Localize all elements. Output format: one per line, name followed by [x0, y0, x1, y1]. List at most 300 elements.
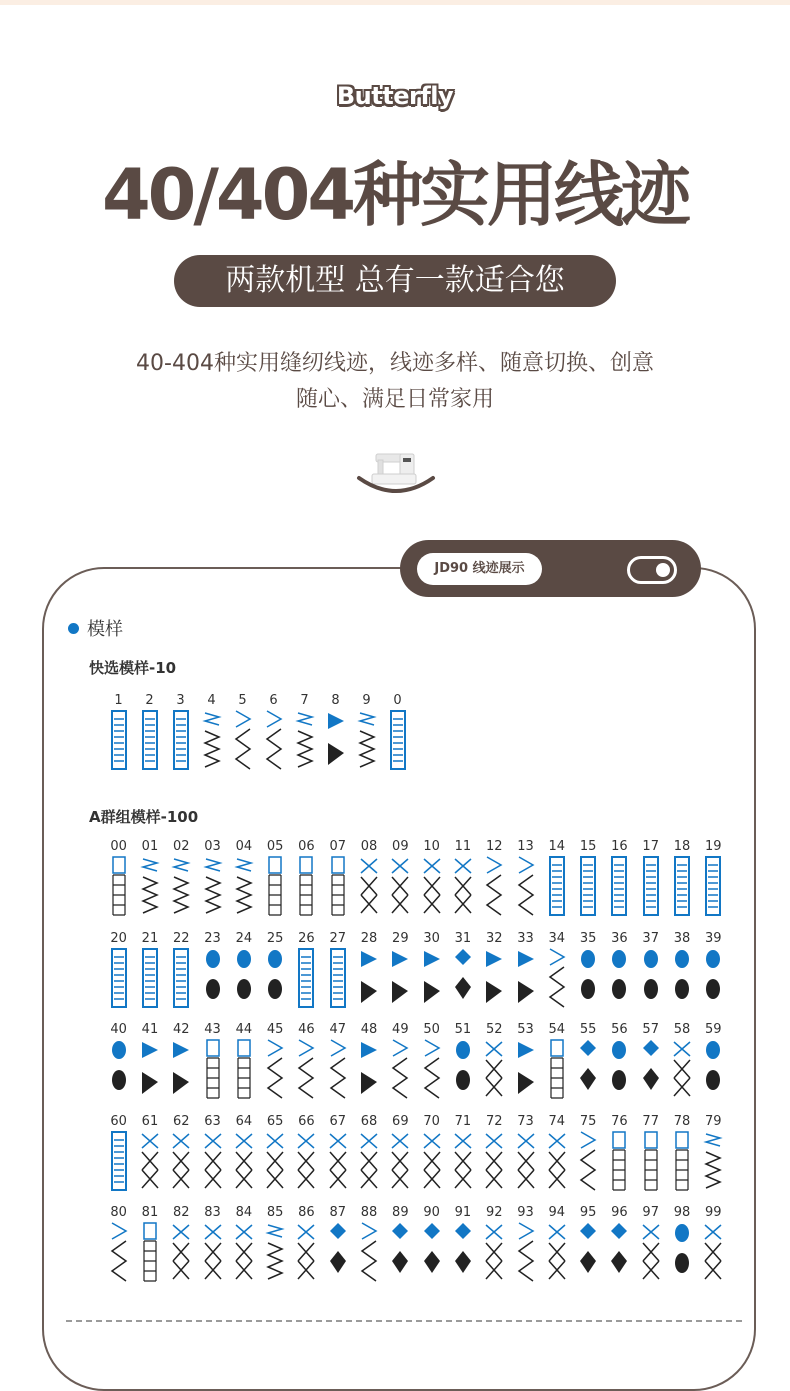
stitch-number: 19: [705, 839, 722, 854]
stitch-pattern-icon: [137, 1221, 163, 1283]
stitch-pattern-icon: [606, 1130, 632, 1192]
stitch-number: 75: [579, 1113, 597, 1129]
stitch-number: 49: [392, 1022, 409, 1037]
stitch-number: 93: [517, 1205, 534, 1220]
stitch-item[interactable]: [291, 838, 322, 917]
stitch-item[interactable]: [166, 930, 197, 1009]
stitch-item[interactable]: [479, 838, 510, 917]
stitch-number: 76: [611, 1113, 628, 1129]
stitch-number: 29: [392, 930, 409, 946]
stitch-number: 61: [141, 1113, 159, 1129]
stitch-pattern-icon: [513, 1130, 539, 1192]
stitch-pattern-icon: [606, 855, 632, 917]
stitch-item[interactable]: [510, 838, 541, 917]
stitch-pattern-icon: [137, 1038, 163, 1100]
stitch-row: [103, 1021, 729, 1100]
stitch-number: 89: [392, 1205, 409, 1220]
stitch-item[interactable]: [197, 1113, 228, 1192]
stitch-pattern-icon: [481, 855, 507, 917]
stitch-item[interactable]: [666, 1204, 697, 1283]
stitch-number: 20: [110, 930, 127, 946]
stitch-item[interactable]: [353, 1113, 384, 1192]
stitch-pattern-icon: [544, 947, 570, 1009]
stitch-item[interactable]: [166, 1113, 197, 1192]
stitch-pattern-icon: [669, 855, 695, 917]
stitch-pattern-icon: [293, 1130, 319, 1192]
stitch-item[interactable]: [604, 838, 635, 917]
stitch-item[interactable]: [635, 930, 666, 1009]
stitch-number: 53: [517, 1022, 534, 1037]
stitch-pattern-icon: [106, 709, 132, 771]
stitch-pattern-icon: [200, 1038, 226, 1100]
stitch-item[interactable]: [103, 838, 134, 917]
stitch-pattern-icon: [106, 1221, 132, 1283]
stitch-number: 04: [235, 839, 253, 854]
stitch-item[interactable]: [197, 930, 228, 1009]
smile-arc-decoration: [356, 456, 436, 496]
stitch-item[interactable]: [291, 1021, 322, 1100]
stitch-item[interactable]: [166, 838, 197, 917]
stitch-item[interactable]: [479, 1204, 510, 1283]
stitch-item[interactable]: [447, 930, 478, 1009]
stitch-number: 26: [298, 930, 315, 946]
stitch-number: 32: [485, 930, 503, 946]
stitch-pattern-icon: [481, 1130, 507, 1192]
stitch-item[interactable]: [416, 1204, 447, 1283]
stitch-pattern-icon: [231, 855, 257, 917]
stitch-number: 50: [423, 1022, 440, 1037]
stitch-item[interactable]: [228, 1113, 259, 1192]
stitch-number: 36: [611, 930, 628, 946]
section-title: 模样: [68, 615, 123, 641]
stitch-pattern-icon: [385, 709, 411, 771]
stitch-item[interactable]: [134, 1113, 165, 1192]
stitch-pattern-icon: [356, 855, 382, 917]
stitch-pattern-icon: [638, 1130, 664, 1192]
stitch-pattern-icon: [230, 709, 256, 771]
stitch-item[interactable]: [572, 930, 603, 1009]
stitch-item[interactable]: [259, 930, 290, 1009]
stitch-item[interactable]: [447, 1021, 478, 1100]
stitch-pattern-icon: [106, 855, 132, 917]
stitch-item[interactable]: [228, 1021, 259, 1100]
stitch-item[interactable]: [103, 930, 134, 1009]
stitch-item[interactable]: [541, 1204, 572, 1283]
stitch-number: 69: [392, 1113, 409, 1129]
stitch-number: 90: [423, 1205, 440, 1220]
description: [0, 346, 790, 418]
stitch-item[interactable]: [479, 930, 510, 1009]
stitch-number: 22: [172, 930, 190, 946]
stitch-number: 67: [329, 1113, 346, 1129]
stitch-item[interactable]: [666, 838, 697, 917]
stitch-pattern-icon: [419, 855, 445, 917]
stitch-item[interactable]: [604, 1021, 635, 1100]
stitch-item[interactable]: [197, 838, 228, 917]
stitch-pattern-icon: [638, 855, 664, 917]
quick-stitch-item[interactable]: [351, 692, 382, 771]
stitch-pattern-icon: [700, 947, 726, 1009]
stitch-number: 73: [517, 1113, 534, 1129]
stitch-item[interactable]: [447, 1204, 478, 1283]
stitch-item[interactable]: [291, 1204, 322, 1283]
stitch-pattern-icon: [606, 947, 632, 1009]
stitch-item[interactable]: [416, 1021, 447, 1100]
stitch-pattern-icon: [168, 709, 194, 771]
stitch-item[interactable]: [510, 1204, 541, 1283]
stitch-row: [103, 1113, 729, 1192]
stitch-pattern-icon: [606, 1038, 632, 1100]
stitch-pattern-icon: [231, 1038, 257, 1100]
quick-stitch-item[interactable]: [227, 692, 258, 771]
stitch-item[interactable]: [353, 838, 384, 917]
stitch-number: 21: [141, 930, 159, 946]
stitch-number: 31: [454, 930, 472, 946]
toggle-knob: [656, 563, 670, 577]
stitch-pattern-icon: [606, 1221, 632, 1283]
stitch-pattern-icon: [638, 947, 664, 1009]
stitch-pattern-icon: [293, 947, 319, 1009]
stitch-item[interactable]: [479, 1113, 510, 1192]
stitch-pattern-icon: [200, 947, 226, 1009]
stitch-pattern-icon: [323, 709, 349, 771]
stitch-item[interactable]: [698, 1113, 729, 1192]
stitch-pattern-icon: [262, 855, 288, 917]
stitch-pattern-icon: [387, 1221, 413, 1283]
stitch-item[interactable]: [322, 1113, 353, 1192]
stitch-number: 14: [548, 839, 566, 854]
stitch-item[interactable]: [385, 838, 416, 917]
stitch-number: 64: [235, 1113, 253, 1129]
stitch-item[interactable]: [698, 838, 729, 917]
stitch-pattern-icon: [325, 1221, 351, 1283]
stitch-item[interactable]: [479, 1021, 510, 1100]
stitch-number: 83: [204, 1205, 221, 1220]
stitch-pattern-icon: [354, 709, 380, 771]
stitch-number: 98: [673, 1205, 691, 1220]
stitch-number: 16: [611, 839, 628, 854]
quick-stitch-item[interactable]: [103, 692, 134, 771]
stitch-item[interactable]: [604, 1204, 635, 1283]
stitch-pattern-icon: [481, 1038, 507, 1100]
stitch-number: 18: [673, 839, 691, 854]
stitch-pattern-icon: [513, 1038, 539, 1100]
stitch-item[interactable]: [322, 838, 353, 917]
stitch-item[interactable]: [385, 1113, 416, 1192]
stitch-pattern-icon: [700, 1130, 726, 1192]
stitch-pattern-icon: [669, 1130, 695, 1192]
stitch-number: 27: [329, 930, 346, 946]
page-title: 40/404种实用线迹: [101, 154, 689, 236]
stitch-number: 17: [642, 839, 659, 854]
stitch-number: 51: [454, 1022, 472, 1037]
stitch-pattern-icon: [168, 947, 194, 1009]
description-line-2: 随心、满足日常家用: [295, 387, 494, 412]
quick-select-title: 快选模样-10: [89, 659, 177, 677]
quick-stitch-item[interactable]: [320, 692, 351, 771]
stitch-number: 7: [300, 693, 309, 708]
stitch-item[interactable]: [666, 1113, 697, 1192]
stitch-number: 07: [329, 839, 346, 854]
stitch-number: 4: [207, 693, 216, 708]
stitch-item[interactable]: [353, 930, 384, 1009]
stitch-number: 59: [705, 1022, 722, 1037]
stitch-item[interactable]: [259, 1113, 290, 1192]
stitch-item[interactable]: [510, 1113, 541, 1192]
stitch-number: 97: [642, 1205, 659, 1220]
stitch-pattern-icon: [325, 947, 351, 1009]
stitch-pattern-icon: [137, 1130, 163, 1192]
stitch-item[interactable]: [541, 1021, 572, 1100]
stitch-row: [103, 838, 729, 917]
stitch-number: 15: [579, 839, 597, 854]
stitch-item[interactable]: [134, 1204, 165, 1283]
stitch-item[interactable]: [134, 838, 165, 917]
stitch-number: 77: [642, 1113, 659, 1129]
stitch-number: 66: [298, 1113, 315, 1129]
stitch-number: 10: [423, 839, 440, 854]
stitch-item[interactable]: [572, 838, 603, 917]
stitch-pattern-icon: [575, 855, 601, 917]
stitch-item[interactable]: [197, 1021, 228, 1100]
stitch-item[interactable]: [698, 1204, 729, 1283]
stitch-item[interactable]: [353, 1021, 384, 1100]
stitch-item[interactable]: [635, 1021, 666, 1100]
stitch-number: 03: [204, 839, 221, 854]
stitch-item[interactable]: [322, 1021, 353, 1100]
stitch-item[interactable]: [166, 1021, 197, 1100]
stitch-pattern-icon: [137, 855, 163, 917]
stitch-pattern-icon: [450, 1130, 476, 1192]
stitch-number: 87: [329, 1205, 346, 1220]
stitch-pattern-icon: [293, 1038, 319, 1100]
stitch-item[interactable]: [103, 1113, 134, 1192]
stitch-item[interactable]: [385, 1204, 416, 1283]
stitch-item[interactable]: [103, 1021, 134, 1100]
stitch-pattern-icon: [292, 709, 318, 771]
quick-stitch-item[interactable]: [382, 692, 413, 771]
stitch-number: 24: [235, 930, 253, 946]
stitch-pattern-icon: [387, 855, 413, 917]
stitch-item[interactable]: [322, 930, 353, 1009]
stitch-item[interactable]: [604, 930, 635, 1009]
stitch-number: 52: [485, 1022, 503, 1037]
stitch-pattern-icon: [137, 947, 163, 1009]
stitch-item[interactable]: [259, 838, 290, 917]
stitch-number: 45: [266, 1022, 284, 1037]
stitch-item[interactable]: [541, 838, 572, 917]
stitch-pattern-icon: [419, 1130, 445, 1192]
stitch-number: 34: [548, 930, 566, 946]
stitch-item[interactable]: [572, 1204, 603, 1283]
stitch-pattern-icon: [481, 1221, 507, 1283]
stitch-pattern-icon: [387, 1038, 413, 1100]
stitch-pattern-icon: [481, 947, 507, 1009]
stitch-item[interactable]: [322, 1204, 353, 1283]
stitch-item[interactable]: [447, 1113, 478, 1192]
stitch-number: 60: [110, 1113, 127, 1129]
stitch-pattern-icon: [700, 1221, 726, 1283]
stitch-item[interactable]: [635, 1204, 666, 1283]
quick-stitch-item[interactable]: [196, 692, 227, 771]
stitch-number: 35: [579, 930, 597, 946]
stitch-pattern-icon: [450, 855, 476, 917]
stitch-pattern-icon: [669, 1038, 695, 1100]
top-strip: [0, 0, 790, 5]
stitch-item[interactable]: [666, 1021, 697, 1100]
stitch-pattern-icon: [387, 1130, 413, 1192]
stitch-item[interactable]: [416, 838, 447, 917]
stitch-item[interactable]: [635, 1113, 666, 1192]
stitch-pattern-icon: [200, 855, 226, 917]
stitch-pattern-icon: [200, 1130, 226, 1192]
stitch-item[interactable]: [197, 1204, 228, 1283]
stitch-pattern-icon: [419, 1221, 445, 1283]
stitch-item[interactable]: [166, 1204, 197, 1283]
stitch-number: 71: [454, 1113, 472, 1129]
stitch-item[interactable]: [604, 1113, 635, 1192]
stitch-number: 68: [360, 1113, 378, 1129]
stitch-number: 1: [114, 693, 123, 708]
stitch-item[interactable]: [259, 1204, 290, 1283]
stitch-pattern-icon: [669, 947, 695, 1009]
stitch-item[interactable]: [291, 1113, 322, 1192]
stitch-item[interactable]: [134, 930, 165, 1009]
stitch-number: 91: [454, 1205, 472, 1220]
stitch-pattern-icon: [544, 855, 570, 917]
quick-stitch-item[interactable]: [134, 692, 165, 771]
quick-stitch-item[interactable]: [165, 692, 196, 771]
stitch-pattern-icon: [325, 855, 351, 917]
stitch-pattern-icon: [638, 1221, 664, 1283]
stitch-number: 85: [266, 1205, 284, 1220]
stitch-pattern-icon: [293, 855, 319, 917]
stitch-number: 56: [611, 1022, 628, 1037]
stitch-number: 23: [204, 930, 221, 946]
stitch-item[interactable]: [572, 1113, 603, 1192]
stitch-pattern-icon: [261, 709, 287, 771]
stitch-item[interactable]: [541, 930, 572, 1009]
stitch-item[interactable]: [259, 1021, 290, 1100]
stitch-pattern-icon: [575, 947, 601, 1009]
stitch-pattern-icon: [450, 1221, 476, 1283]
stitch-item[interactable]: [510, 930, 541, 1009]
stitch-number: 94: [548, 1205, 566, 1220]
bullet-dot-icon: [68, 623, 79, 634]
stitch-item[interactable]: [416, 930, 447, 1009]
stitch-number: 6: [269, 693, 278, 708]
divider: [66, 1320, 742, 1322]
stitch-pattern-icon: [262, 1038, 288, 1100]
stitch-number: 37: [642, 930, 659, 946]
stitch-item[interactable]: [666, 930, 697, 1009]
stitch-number: 92: [485, 1205, 503, 1220]
stitch-number: 44: [235, 1022, 253, 1037]
stitch-number: 46: [298, 1022, 315, 1037]
stitch-number: 2: [145, 693, 154, 708]
stitch-item[interactable]: [228, 838, 259, 917]
stitch-number: 38: [673, 930, 691, 946]
stitch-number: 30: [423, 930, 440, 946]
quick-stitch-item[interactable]: [289, 692, 320, 771]
stitch-number: 8: [331, 693, 340, 708]
stitch-item[interactable]: [228, 1204, 259, 1283]
group-a-title: A群组模样-100: [89, 808, 199, 826]
stitch-pattern-icon: [419, 947, 445, 1009]
stitch-item[interactable]: [510, 1021, 541, 1100]
stitch-number: 74: [548, 1113, 566, 1129]
stitch-number: 95: [579, 1205, 597, 1220]
model-tab-jd90[interactable]: JD90 线迹展示: [417, 553, 542, 585]
stitch-number: 33: [517, 930, 534, 946]
stitch-item[interactable]: [572, 1021, 603, 1100]
stitch-item[interactable]: [385, 930, 416, 1009]
stitch-number: 78: [673, 1113, 691, 1129]
stitch-number: 08: [360, 839, 378, 854]
stitch-number: 0: [393, 693, 402, 708]
stitch-number: 72: [485, 1113, 503, 1129]
stitch-pattern-icon: [544, 1221, 570, 1283]
brand-logo: Butterfly: [336, 82, 454, 110]
stitch-item[interactable]: [416, 1113, 447, 1192]
stitch-number: 80: [110, 1205, 127, 1220]
stitch-pattern-icon: [199, 709, 225, 771]
stitch-item[interactable]: [385, 1021, 416, 1100]
model-toggle[interactable]: [627, 556, 677, 584]
quick-stitch-item[interactable]: [258, 692, 289, 771]
stitch-number: 11: [454, 839, 472, 854]
stitch-number: 28: [360, 930, 378, 946]
stitch-pattern-icon: [293, 1221, 319, 1283]
stitch-pattern-icon: [231, 947, 257, 1009]
stitch-pattern-icon: [231, 1130, 257, 1192]
stitch-item[interactable]: [635, 838, 666, 917]
stitch-pattern-icon: [106, 947, 132, 1009]
stitch-number: 58: [673, 1022, 691, 1037]
stitch-pattern-icon: [325, 1038, 351, 1100]
stitch-item[interactable]: [103, 1204, 134, 1283]
stitch-item[interactable]: [447, 838, 478, 917]
stitch-pattern-icon: [106, 1038, 132, 1100]
stitch-item[interactable]: [353, 1204, 384, 1283]
stitch-item[interactable]: [228, 930, 259, 1009]
stitch-item[interactable]: [291, 930, 322, 1009]
stitch-item[interactable]: [698, 1021, 729, 1100]
stitch-number: 54: [548, 1022, 566, 1037]
quick-select-row: [103, 692, 413, 771]
stitch-number: 99: [705, 1205, 722, 1220]
stitch-number: 05: [266, 839, 284, 854]
stitch-number: 25: [266, 930, 284, 946]
stitch-row: [103, 1204, 729, 1283]
stitch-pattern-icon: [544, 1038, 570, 1100]
stitch-pattern-icon: [168, 1221, 194, 1283]
stitch-number: 47: [329, 1022, 346, 1037]
stitch-number: 06: [298, 839, 315, 854]
stitch-pattern-icon: [262, 1221, 288, 1283]
stitch-item[interactable]: [698, 930, 729, 1009]
stitch-number: 9: [362, 693, 371, 708]
stitch-pattern-icon: [168, 1130, 194, 1192]
stitch-pattern-icon: [450, 1038, 476, 1100]
stitch-number: 82: [172, 1205, 190, 1220]
stitch-pattern-icon: [669, 1221, 695, 1283]
stitch-item[interactable]: [541, 1113, 572, 1192]
stitch-item[interactable]: [134, 1021, 165, 1100]
stitch-pattern-icon: [356, 1038, 382, 1100]
stitch-pattern-icon: [262, 1130, 288, 1192]
stitch-pattern-icon: [513, 855, 539, 917]
